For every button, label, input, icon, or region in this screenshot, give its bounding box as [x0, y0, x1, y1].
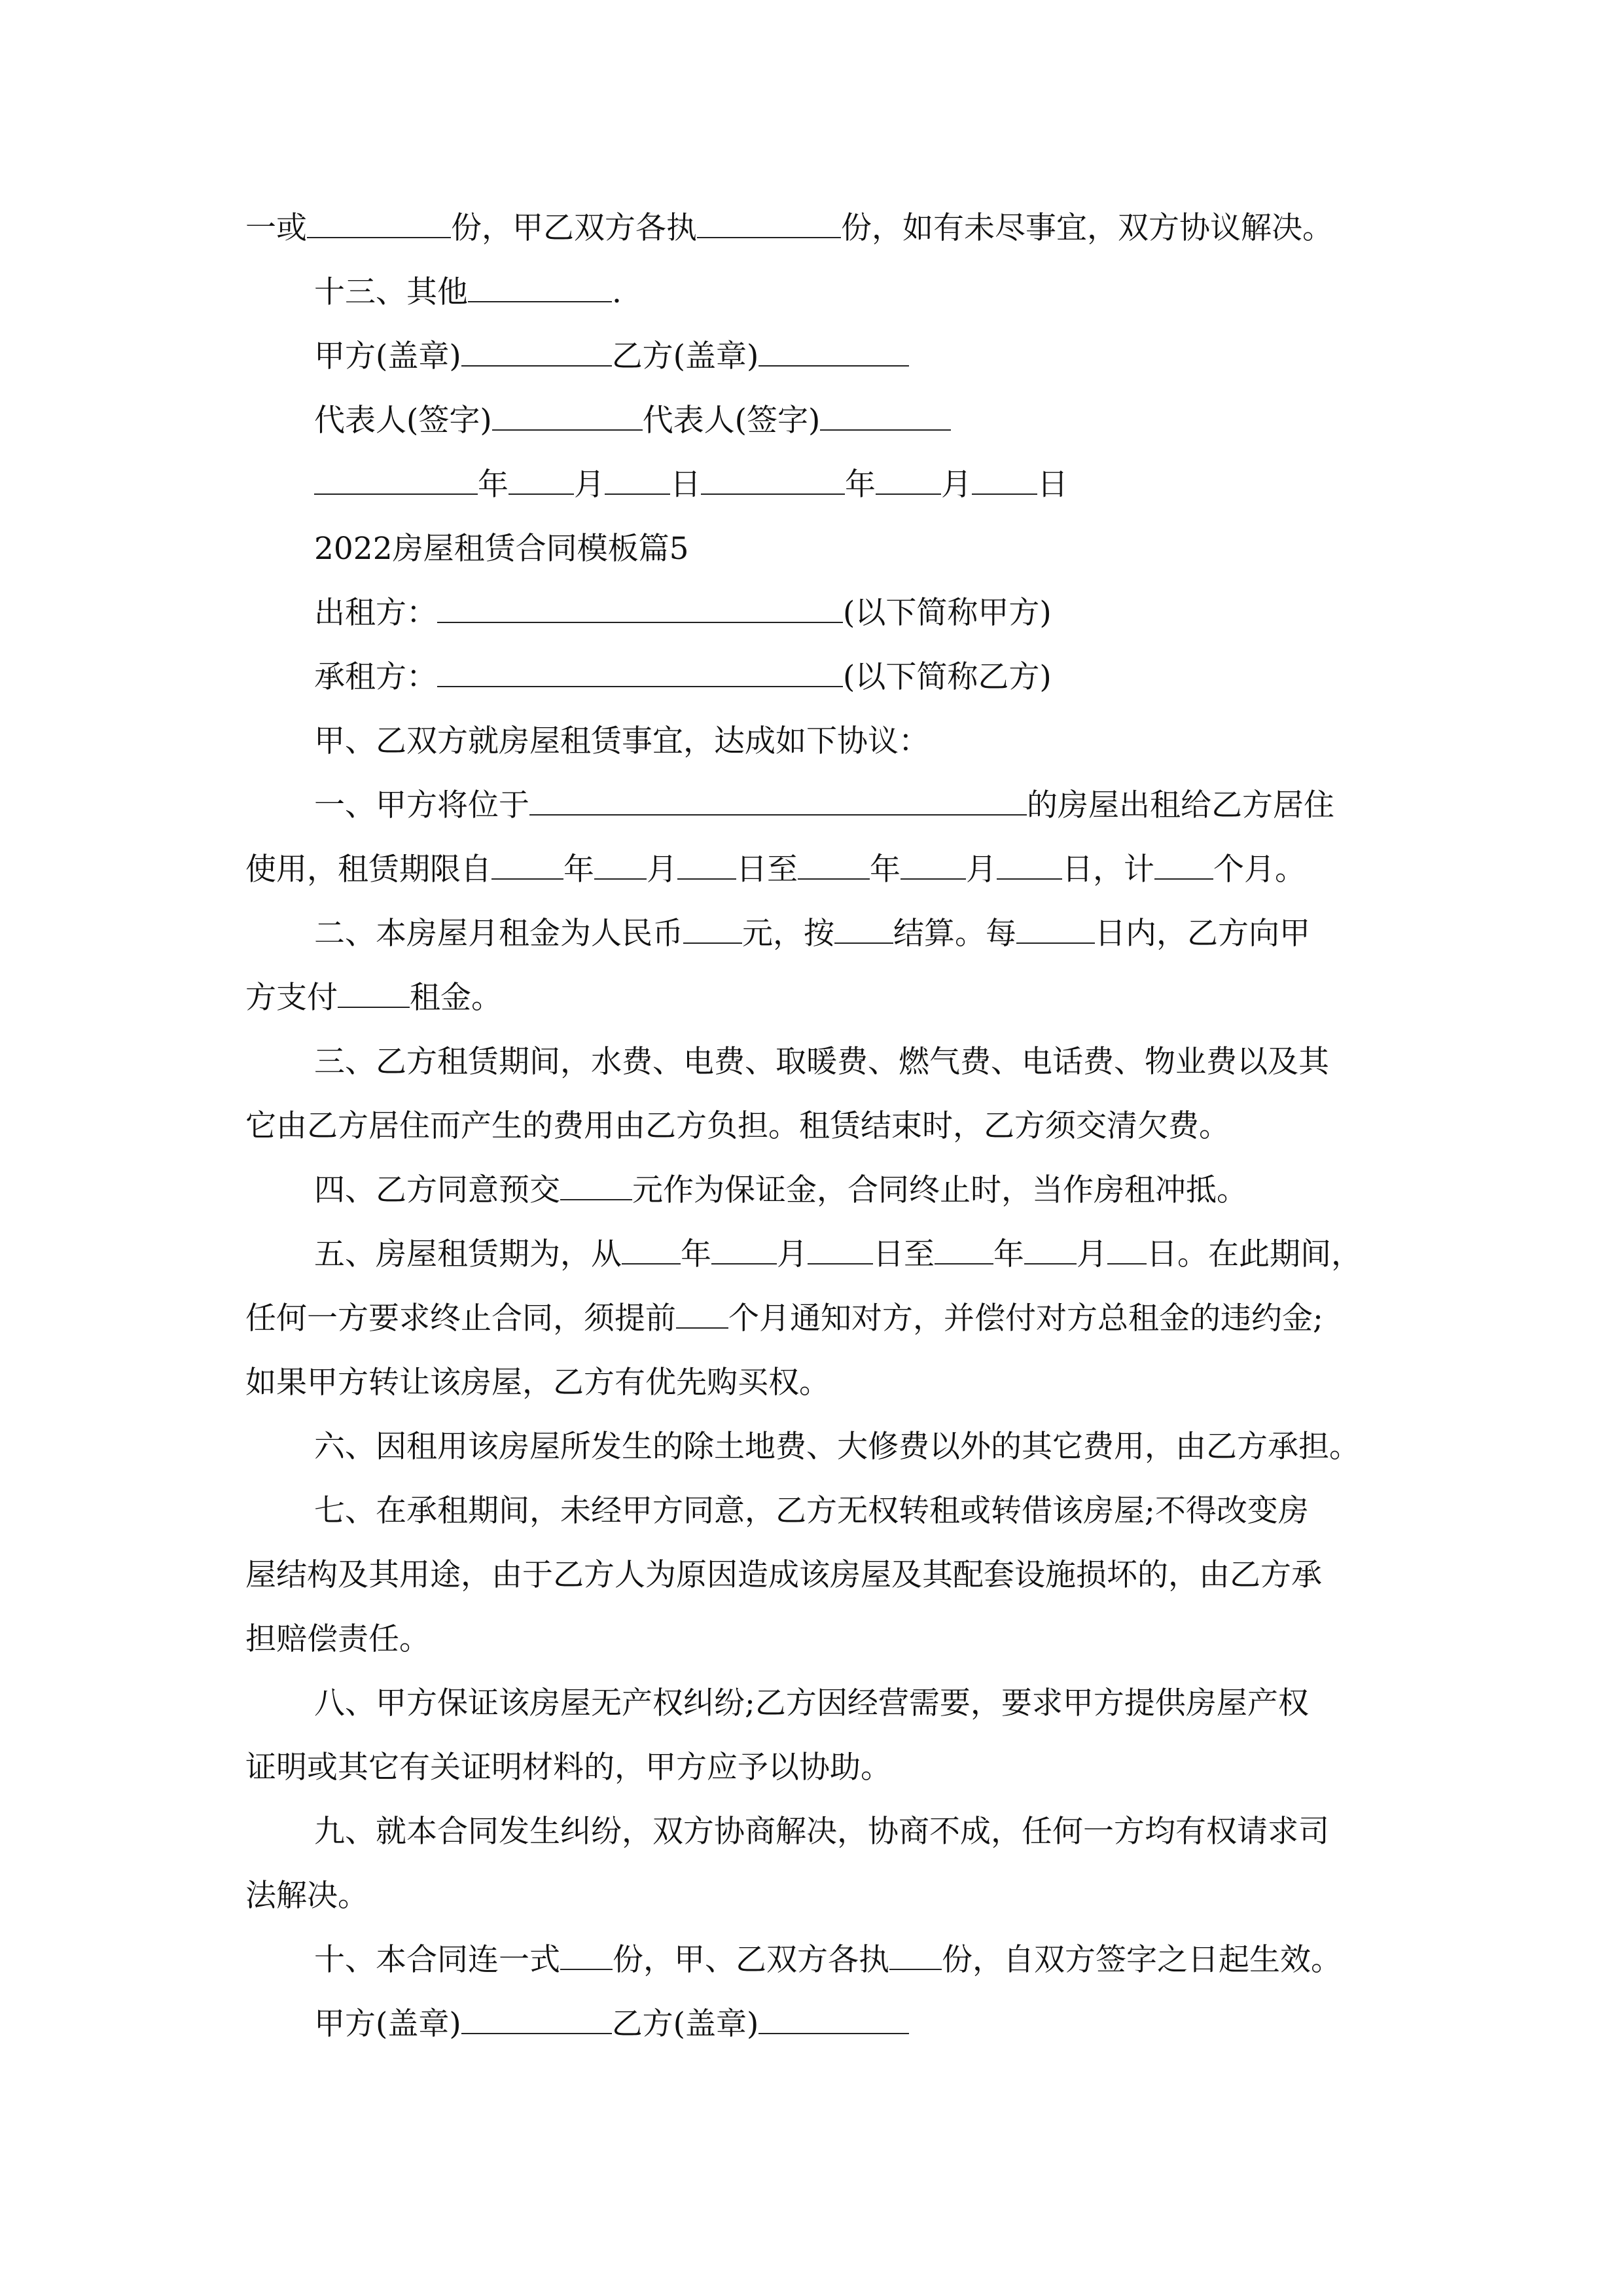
- text: 月: [647, 852, 677, 888]
- blank-field[interactable]: [683, 908, 742, 944]
- blank-field[interactable]: [711, 1229, 777, 1265]
- text: 方支付: [245, 980, 338, 1016]
- blank-field[interactable]: [491, 844, 563, 880]
- signature-seals-2: [245, 1992, 1397, 2056]
- representative-signatures-1: [245, 389, 1397, 453]
- blank-field[interactable]: [1024, 1229, 1077, 1265]
- blank-field[interactable]: [560, 1165, 632, 1200]
- blank-field[interactable]: [701, 459, 845, 495]
- text: 元，按: [742, 916, 834, 952]
- clause-5-line-3: [245, 1351, 1397, 1415]
- text: 日至: [873, 1236, 935, 1272]
- blank-field[interactable]: [758, 1999, 909, 2034]
- blank-field[interactable]: [594, 844, 647, 880]
- text: 年: [681, 1236, 711, 1272]
- blank-field[interactable]: [508, 459, 574, 495]
- text: 八、甲方保证该房屋无产权纠纷;乙方因经营需要，要求甲方提供房屋产权: [314, 1685, 1309, 1721]
- blank-field[interactable]: [1016, 908, 1095, 944]
- text: 使用，租赁期限自: [245, 852, 491, 888]
- blank-field[interactable]: [314, 459, 478, 495]
- text: 日。在此期间，: [1147, 1236, 1362, 1272]
- text: 2022房屋租赁合同模板篇5: [314, 531, 689, 567]
- blank-field[interactable]: [935, 1229, 993, 1265]
- text: 份，甲、乙双方各执: [613, 1942, 889, 1978]
- text: 个月。: [1213, 852, 1306, 888]
- text: 乙方(盖章): [611, 2006, 759, 2042]
- blank-field[interactable]: [468, 267, 612, 302]
- blank-field[interactable]: [808, 1229, 873, 1265]
- signature-seals-1: [245, 325, 1397, 389]
- blank-field[interactable]: [529, 780, 1027, 816]
- text: 甲方(盖章): [314, 338, 461, 374]
- blank-field[interactable]: [758, 331, 909, 367]
- text: 如果甲方转让该房屋，乙方有优先购买权。: [245, 1365, 830, 1401]
- blank-field[interactable]: [437, 588, 843, 623]
- text: 一、甲方将位于: [314, 787, 529, 823]
- section-title: [245, 517, 1397, 581]
- text: 二、本房屋月租金为人民币: [314, 916, 683, 952]
- text: 月: [941, 467, 972, 503]
- clause-5-line-1: [245, 1223, 1397, 1287]
- blank-field[interactable]: [972, 459, 1037, 495]
- text: 担赔偿责任。: [245, 1621, 430, 1657]
- text: 份，自双方签字之日起生效。: [942, 1942, 1342, 1978]
- text: 六、因租用该房屋所发生的除土地费、大修费以外的其它费用，由乙方承担。: [314, 1429, 1360, 1465]
- blank-field[interactable]: [437, 652, 843, 687]
- clause-1-line-1: [245, 774, 1397, 838]
- text: 乙方(盖章): [611, 338, 759, 374]
- text: 年: [870, 852, 901, 888]
- clause-13-other: [245, 260, 1397, 325]
- text: 年: [993, 1236, 1024, 1272]
- contract-body: [245, 196, 1397, 2056]
- blank-field[interactable]: [1154, 844, 1213, 880]
- text: 年: [845, 467, 876, 503]
- lessee-line: [245, 645, 1397, 709]
- text: 日，计: [1062, 852, 1154, 888]
- blank-field[interactable]: [876, 459, 941, 495]
- text: 十三、其他: [314, 274, 468, 310]
- text: 代表人(签字): [642, 403, 821, 439]
- blank-field[interactable]: [889, 1935, 942, 1970]
- clause-8-line-1: [245, 1672, 1397, 1736]
- text: (以下简称甲方): [843, 595, 1052, 631]
- clause-9-line-1: [245, 1800, 1397, 1864]
- clause-1-line-2: [245, 838, 1397, 902]
- text: 甲、乙双方就房屋租赁事宜，达成如下协议：: [314, 723, 929, 759]
- clause-3-line-2: [245, 1094, 1397, 1158]
- clause-12-continued: [245, 196, 1397, 260]
- text: 月: [1077, 1236, 1107, 1272]
- text: 任何一方要求终止合同，须提前: [245, 1300, 676, 1336]
- text: 份，甲乙双方各执: [451, 210, 697, 246]
- blank-field[interactable]: [677, 844, 736, 880]
- clause-3-line-1: [245, 1030, 1397, 1094]
- text: 的房屋出租给乙方居住: [1027, 787, 1334, 823]
- clause-2-line-1: [245, 902, 1397, 966]
- text: 十、本合同连一式: [314, 1942, 560, 1978]
- blank-field[interactable]: [901, 844, 966, 880]
- text: 年: [478, 467, 508, 503]
- lessor-line: [245, 581, 1397, 645]
- text: 屋结构及其用途，由于乙方人为原因造成该房屋及其配套设施损坏的，由乙方承: [245, 1557, 1322, 1593]
- clause-4: [245, 1158, 1397, 1223]
- clause-7-line-2: [245, 1543, 1397, 1607]
- clause-6: [245, 1415, 1397, 1479]
- clause-7-line-3: [245, 1607, 1397, 1672]
- blank-field[interactable]: [820, 395, 951, 431]
- text: 元作为保证金，合同终止时，当作房租冲抵。: [632, 1172, 1247, 1208]
- blank-field[interactable]: [622, 1229, 681, 1265]
- text: 甲方(盖章): [314, 2006, 461, 2042]
- text: 五、房屋租赁期为，从: [314, 1236, 622, 1272]
- text: 月: [966, 852, 997, 888]
- text: 结算。每: [893, 916, 1016, 952]
- text: 三、乙方租赁期间，水费、电费、取暖费、燃气费、电话费、物业费以及其: [314, 1044, 1329, 1080]
- blank-field[interactable]: [697, 203, 841, 238]
- blank-field[interactable]: [605, 459, 670, 495]
- blank-field[interactable]: [798, 844, 870, 880]
- text: 出租方：: [314, 595, 437, 631]
- text: 日: [1037, 467, 1068, 503]
- text: 日至: [736, 852, 798, 888]
- text: 法解决。: [245, 1878, 368, 1914]
- text: 九、就本合同发生纠纷，双方协商解决，协商不成，任何一方均有权请求司: [314, 1814, 1329, 1850]
- agreement-intro: [245, 709, 1397, 774]
- text: 一或: [245, 210, 307, 246]
- text: 月: [777, 1236, 808, 1272]
- signature-dates-1: [245, 453, 1397, 517]
- text: 租金。: [410, 980, 502, 1016]
- text: (以下简称乙方): [843, 659, 1052, 695]
- blank-field[interactable]: [560, 1935, 613, 1970]
- blank-field[interactable]: [676, 1293, 728, 1329]
- clause-2-line-2: [245, 966, 1397, 1030]
- text: 个月通知对方，并偿付对方总租金的违约金;: [728, 1300, 1323, 1336]
- blank-field[interactable]: [461, 1999, 612, 2034]
- blank-field[interactable]: [834, 908, 893, 944]
- text: 份，如有未尽事宜，双方协议解决。: [841, 210, 1333, 246]
- text: 日: [670, 467, 701, 503]
- clause-10: [245, 1928, 1397, 1992]
- text: 月: [574, 467, 605, 503]
- text: 承租方：: [314, 659, 437, 695]
- text: 日内，乙方向甲: [1095, 916, 1310, 952]
- blank-field[interactable]: [307, 203, 451, 238]
- text: 年: [563, 852, 594, 888]
- text: .: [612, 274, 622, 310]
- clause-9-line-2: [245, 1864, 1397, 1928]
- text: 证明或其它有关证明材料的，甲方应予以协助。: [245, 1749, 891, 1785]
- blank-field[interactable]: [492, 395, 643, 431]
- blank-field[interactable]: [1107, 1229, 1147, 1265]
- clause-7-line-1: [245, 1479, 1397, 1543]
- text: 七、在承租期间，未经甲方同意，乙方无权转租或转借该房屋;不得改变房: [314, 1493, 1309, 1529]
- text: 四、乙方同意预交: [314, 1172, 560, 1208]
- clause-8-line-2: [245, 1736, 1397, 1800]
- blank-field[interactable]: [997, 844, 1062, 880]
- text: 代表人(签字): [314, 403, 492, 439]
- clause-5-line-2: [245, 1287, 1397, 1351]
- text: 它由乙方居住而产生的费用由乙方负担。租赁结束时，乙方须交清欠费。: [245, 1108, 1230, 1144]
- blank-field[interactable]: [461, 331, 612, 367]
- blank-field[interactable]: [338, 973, 410, 1008]
